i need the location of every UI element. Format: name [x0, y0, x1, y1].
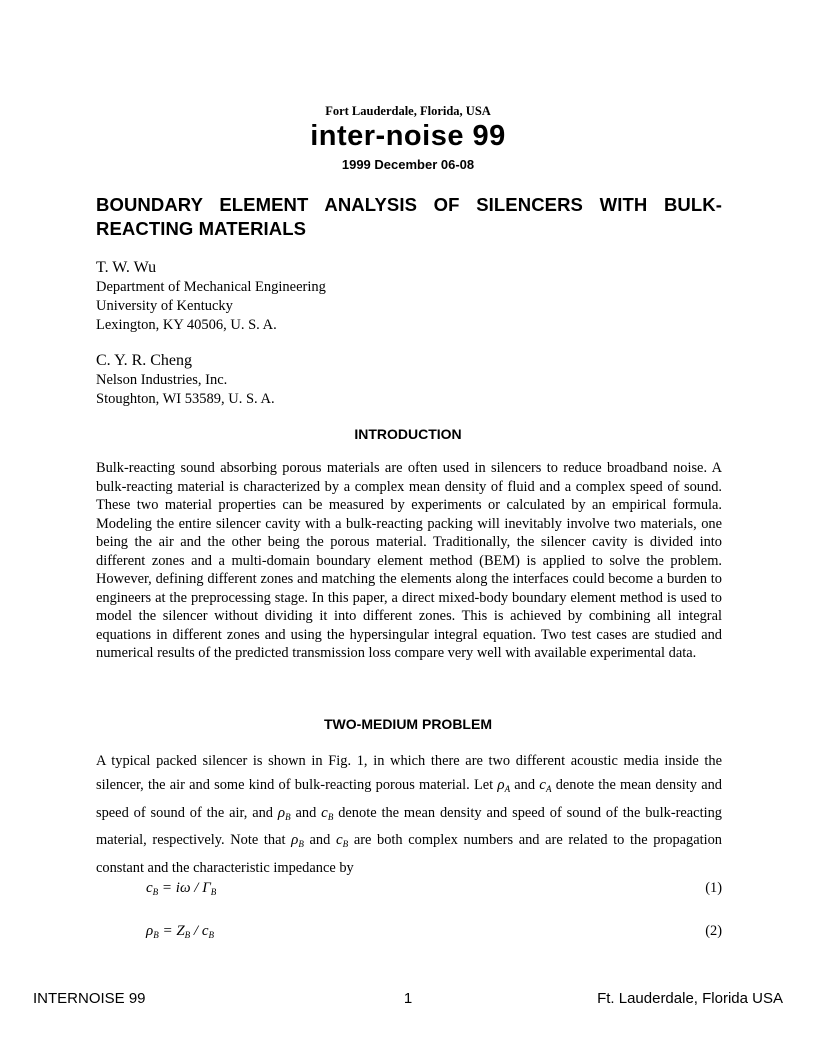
paragraph-text: denote the mean density and speed of sound of the bulk-reacting material, respectively. Note that [96, 804, 722, 849]
symbol-c: c [539, 776, 546, 793]
subscript: B [208, 930, 214, 940]
symbol-c: c [321, 804, 328, 821]
subscript: B [153, 930, 159, 940]
paragraph-text: denote the mean density and speed of sound of the air, and [96, 776, 722, 821]
subscript: B [184, 930, 191, 940]
subscript: B [152, 887, 159, 897]
symbol-rho: ρ [497, 776, 505, 793]
equation-2 [146, 923, 722, 940]
footer-location: Ft. Lauderdale, Florida USA [597, 990, 783, 1007]
paragraph-text: and [295, 804, 317, 821]
section-heading-two-medium: TWO-MEDIUM PROBLEM [324, 716, 492, 732]
symbol-c: c [335, 832, 343, 849]
author-affiliation-line: Department of Mechanical Engineering [96, 279, 326, 295]
conference-location: Fort Lauderdale, Florida, USA [325, 104, 491, 118]
subscript: A [504, 783, 511, 794]
equation-rhs-tail: / c [190, 923, 209, 939]
subscript: B [285, 811, 291, 822]
subscript: B [327, 811, 334, 822]
equation-1 [146, 880, 722, 897]
symbol-rho: ρ [277, 804, 286, 821]
author-block [96, 258, 326, 335]
subscript: A [545, 783, 552, 794]
paragraph-text: and [514, 776, 536, 793]
equation-rhs: = iω / Γ [161, 880, 211, 896]
subscript: B [210, 887, 217, 897]
footer-page-number: 1 [403, 990, 413, 1007]
author-affiliation-line: University of Kentucky [96, 298, 233, 314]
equation-lhs: c [146, 880, 153, 896]
author-name: T. W. Wu [96, 259, 157, 276]
equation-rhs: = Z [162, 923, 185, 939]
conference-logo: inter-noise 99 [310, 120, 506, 152]
equation-number: (1) [705, 880, 722, 896]
symbol-rho: ρ [291, 832, 299, 849]
equation-number: (2) [705, 923, 722, 939]
author-affiliation-line: Lexington, KY 40506, U. S. A. [96, 317, 277, 333]
author-block [96, 351, 275, 409]
author-affiliation-line: Nelson Industries, Inc. [96, 372, 228, 388]
paper-title: BOUNDARY ELEMENT ANALYSIS OF SILENCERS WITH BULK-REACTING MATERIALS [96, 194, 722, 239]
two-medium-paragraph [96, 750, 722, 881]
footer-conference: INTERNOISE 99 [33, 990, 146, 1007]
author-affiliation-line: Stoughton, WI 53589, U. S. A. [96, 391, 275, 407]
conference-dates: 1999 December 06-08 [341, 157, 475, 172]
subscript: B [342, 839, 349, 850]
introduction-paragraph: Bulk-reacting sound absorbing porous materials are often used in silencers to reduce broadband noise. A bulk-reacting material is characterized by a complex mean density of fluid and a complex speed of sound. These two material properties can be measured by experiments or calculated by an empirical formula. Modeling the entire silencer cavity with a bulk-reacting packing will inevitably involve two materials, one being the air and the other being the porous material. Traditionally, the silencer cavity is divided into different zones and a multi-domain boundary element method (BEM) is applied to solve the problem. However, defining different zones and matching the elements along the interfaces could become a burden to engineers at the preprocessing stage. In this paper, a direct mixed-body boundary element method is used to model the silencer without dividing it into different zones. This is achieved by combining all integral equations in different zones and using the hypersingular integral equation. Two test cases are studied and numerical results of the predicted transmission loss compare very well with available experimental data. [96, 460, 722, 661]
equation-lhs: ρ [146, 923, 154, 939]
subscript: B [298, 839, 304, 850]
paragraph-text: A typical packed silencer is shown in Fig. 1, in which there are two different acoustic media inside the silencer, the air and some kind of bulk-reacting porous material. Let [96, 753, 722, 793]
section-heading-introduction: INTRODUCTION [354, 426, 462, 442]
paragraph-text: and [309, 832, 331, 849]
author-name: C. Y. R. Cheng [96, 352, 193, 369]
paragraph-text: are both complex numbers and are related to the propagation constant and the characteristic impedance by [96, 832, 723, 877]
